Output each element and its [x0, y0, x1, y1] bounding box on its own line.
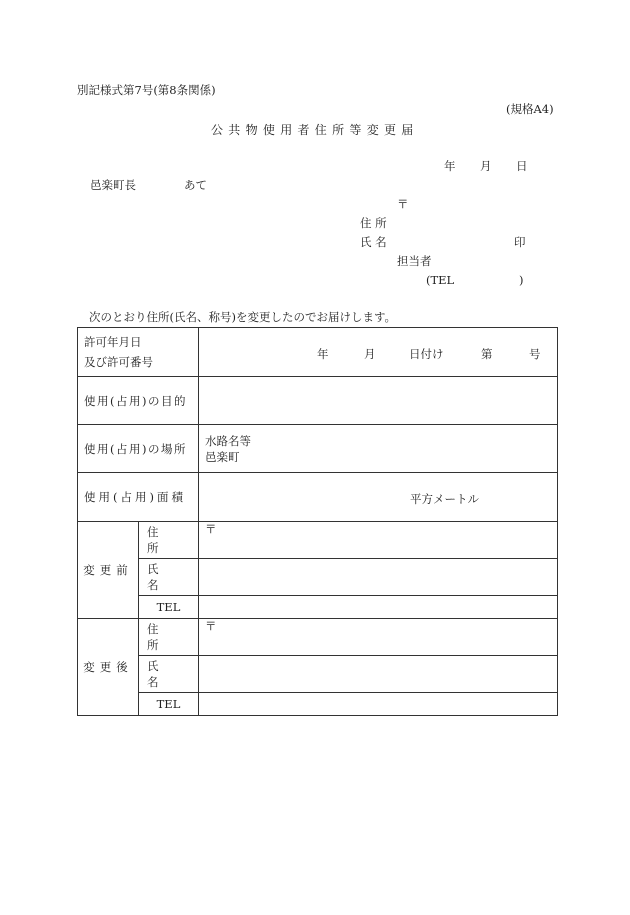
- before-address-label-cell: [139, 522, 199, 559]
- after-tel-value-cell[interactable]: [199, 693, 558, 716]
- before-address-label: [139, 524, 198, 556]
- permit-value-cell[interactable]: [199, 328, 558, 377]
- applicant-name-label: 氏 名: [360, 235, 387, 249]
- before-name-label: [139, 561, 198, 593]
- area-value-cell[interactable]: [199, 473, 558, 522]
- location-town: 邑楽町: [205, 449, 240, 464]
- after-name-value-cell[interactable]: [199, 656, 558, 693]
- before-address-row: [78, 522, 558, 559]
- form-number: 別記様式第7号(第8条関係): [77, 83, 216, 97]
- document-title: 公共物使用者住所等変更届: [211, 123, 419, 137]
- location-row: [78, 425, 558, 473]
- permit-date-suffix: 日付け: [409, 347, 444, 361]
- date-year-label: 年: [444, 159, 456, 173]
- paper-size-note: (規格A4): [506, 102, 554, 116]
- after-name-label: [139, 658, 198, 690]
- seal-mark: 印: [514, 235, 526, 249]
- before-tel-label: TEL: [139, 596, 199, 619]
- permit-label-line1: [84, 334, 192, 350]
- before-label: 変更前: [78, 522, 139, 619]
- purpose-label: 使用(占用)の目的: [84, 393, 187, 408]
- after-tel-row: [78, 693, 558, 716]
- permit-year: 年: [317, 347, 329, 361]
- after-name-label-cell: [139, 656, 199, 693]
- permit-label-text1: 許可年月日: [84, 335, 142, 349]
- permit-number-prefix: 第: [481, 347, 493, 361]
- permit-label-cell: [78, 328, 199, 377]
- person-in-charge-label: 担当者: [397, 254, 432, 268]
- purpose-value-cell[interactable]: [199, 377, 558, 425]
- permit-number-suffix: 号: [529, 347, 541, 361]
- permit-label-text2: 及び許可番号: [84, 355, 153, 369]
- permit-label-line2: [84, 354, 192, 370]
- before-name-row: [78, 559, 558, 596]
- after-name-label-text: 氏名: [147, 659, 179, 689]
- after-address-label-text: 住所: [147, 622, 179, 652]
- after-address-label-cell: [139, 619, 199, 656]
- location-label: 使用(占用)の場所: [84, 441, 187, 456]
- applicant-address-label: 住 所: [360, 216, 387, 230]
- before-name-label-text: 氏名: [147, 562, 179, 592]
- intro-text: 次のとおり住所(氏名、称号)を変更したのでお届けします。: [89, 310, 397, 324]
- before-name-value-cell[interactable]: [199, 559, 558, 596]
- purpose-label-cell: [78, 377, 199, 425]
- before-postal-mark: 〒: [205, 522, 217, 536]
- tel-open: (TEL: [426, 273, 455, 287]
- after-address-label: [139, 621, 198, 653]
- addressee-suffix: あて: [184, 178, 207, 192]
- location-label-cell: [78, 425, 199, 473]
- purpose-row: [78, 377, 558, 425]
- area-label: 使用(占用)面積: [84, 490, 186, 504]
- area-row: [78, 473, 558, 522]
- addressee-name: 邑楽町長: [90, 178, 136, 192]
- before-tel-row: [78, 596, 558, 619]
- after-name-row: [78, 656, 558, 693]
- permit-row: [78, 328, 558, 377]
- before-address-label-text: 住所: [147, 525, 179, 555]
- after-postal-mark: 〒: [205, 619, 217, 633]
- location-waterway-label: 水路名等: [205, 433, 251, 448]
- permit-month: 月: [364, 347, 376, 361]
- after-tel-label: TEL: [139, 693, 199, 716]
- before-tel-value-cell[interactable]: [199, 596, 558, 619]
- area-label-cell: [78, 473, 199, 522]
- change-form-table: [77, 327, 558, 716]
- tel-close: ): [519, 273, 524, 287]
- area-unit: 平方メートル: [410, 492, 479, 506]
- date-day-label: 日: [516, 159, 528, 173]
- location-value-cell[interactable]: [199, 425, 558, 473]
- after-address-value-cell[interactable]: [199, 619, 558, 656]
- date-month-label: 月: [480, 159, 492, 173]
- after-address-row: [78, 619, 558, 656]
- before-name-label-cell: [139, 559, 199, 596]
- after-label: 変更後: [78, 619, 139, 716]
- before-address-value-cell[interactable]: [199, 522, 558, 559]
- postal-mark: 〒: [397, 197, 409, 211]
